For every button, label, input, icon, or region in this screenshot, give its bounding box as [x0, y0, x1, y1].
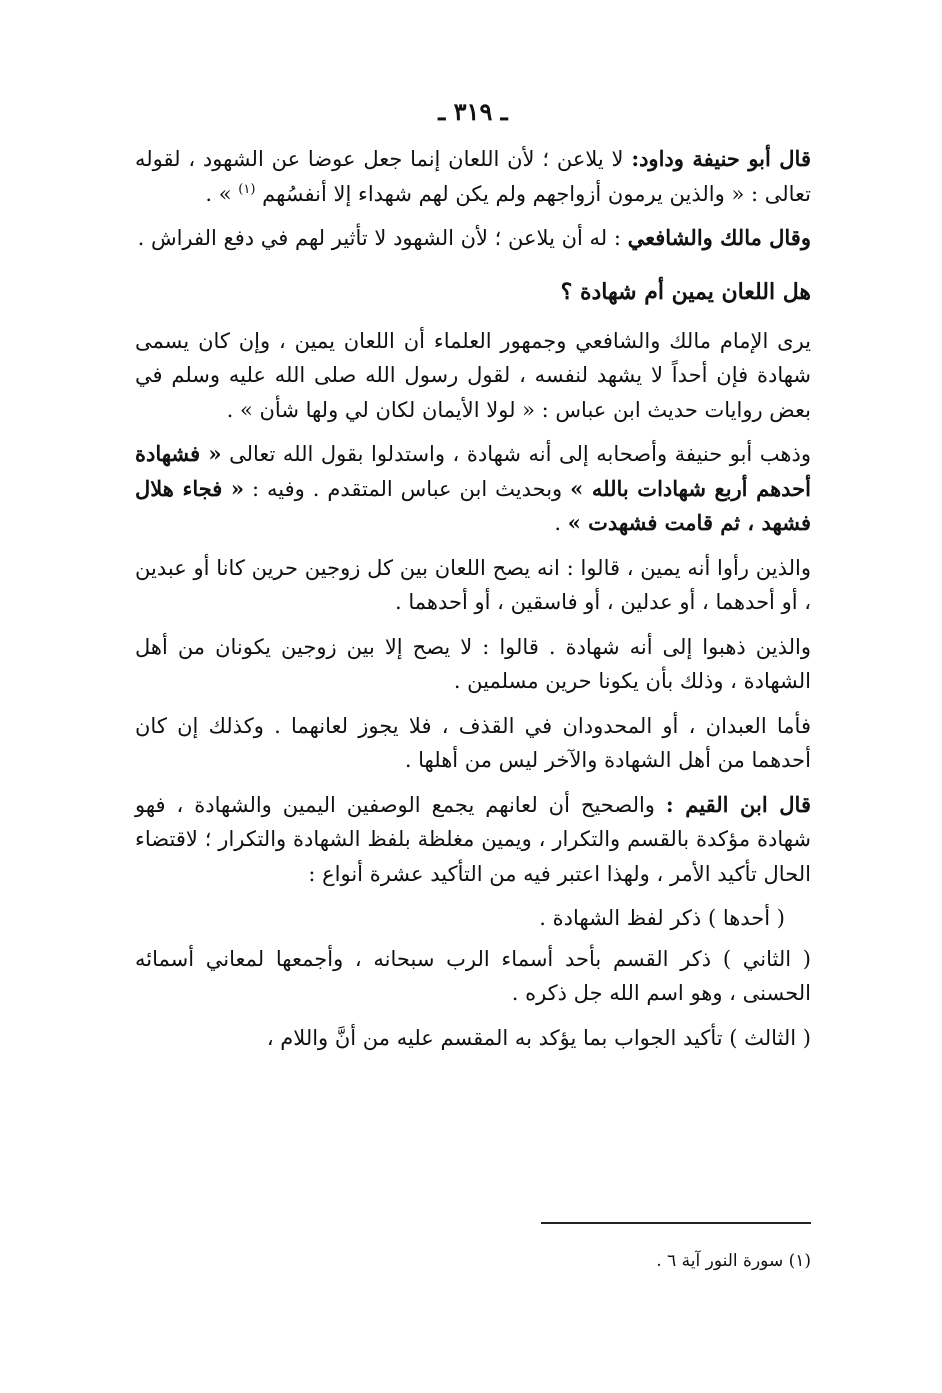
- paragraph-lead: قال ابن القيم :: [665, 791, 811, 817]
- paragraph-text: والصحيح أن لعانهم يجمع الوصفين اليمين والشهادة ، فهو شهادة مؤكدة بالقسم والتكرار ، ويمين مغلظة بلفظ الشهادة والتكرار ؛ لاقتضاء الحال تأكيد الأمر ، ولهذا اعتبر فيه من التأكيد عشرة أنواع :: [135, 792, 811, 886]
- paragraph-yamin-view: والذين رأوا أنه يمين ، قالوا : انه يصح اللعان بين كل زوجين حرين كانا أو عبدين ، أو أحدهما ، أو عدلين ، أو فاسقين ، أو أحدهما .: [135, 555, 811, 614]
- paragraph-imam-malik: يرى الإمام مالك والشافعي وجمهور العلماء أن اللعان يمين ، وإن كان يسمى شهادة فإن أحداً لا يشهد لنفسه ، لقول رسول الله صلى الله عليه وسلم في بعض روايات حديث ابن عباس : « لولا الأيمان لكان لي ولها شأن » .: [135, 328, 811, 422]
- paragraph-abu-hanifa: [135, 142, 811, 211]
- quran-quote: « فشهادة أحدهم أربع شهادات بالله »: [135, 441, 811, 501]
- page-body: [135, 90, 811, 1340]
- footnote-reference: (١): [238, 181, 256, 197]
- paragraph-text-end: » .: [205, 181, 239, 206]
- paragraph-abu-hanifa-shahada: [135, 437, 811, 541]
- paragraph-text: : له أن يلاعن ؛ لأن الشهود لا تأثير لهم في دفع الفراش .: [137, 226, 628, 250]
- paragraph-text: لا يلاعن ؛ لأن اللعان إنما جعل عوضا عن الشهود ، لقوله تعالى : « والذين يرمون أزواجهم ولم يكن لهم شهداء إلا أنفسُهم: [135, 147, 811, 206]
- paragraph-slaves: فأما العبدان ، أو المحدودان في القذف ، فلا يجوز لعانهما . وكذلك إن كان أحدهما من أهل الشهادة والآخر ليس من أهلها .: [135, 713, 811, 772]
- paragraph-shahada-view: والذين ذهبوا إلى أنه شهادة . قالوا : لا يصح إلا بين زوجين يكونان من أهل الشهادة ، وذلك بأن يكونا حرين مسلمين .: [135, 634, 811, 693]
- paragraph-malik-shafii: [135, 221, 811, 256]
- paragraph-text-end: .: [554, 511, 568, 535]
- hadith-quote: « فجاء هلال فشهد ، ثم قامت فشهدت »: [135, 475, 811, 535]
- page-number: ـ ٣١٩ ـ: [438, 97, 508, 126]
- paragraph-text: وذهب أبو حنيفة وأصحابه إلى أنه شهادة ، واستدلوا بقول الله تعالى: [221, 442, 811, 466]
- footnote-divider: [541, 1222, 811, 1224]
- list-item-first: ( أحدها ) ذكر لفظ الشهادة .: [539, 906, 785, 930]
- paragraph-ibn-qayyim: [135, 788, 811, 892]
- section-heading: هل اللعان يمين أم شهادة ؟: [560, 278, 811, 305]
- paragraph-text-mid: وبحديث ابن عباس المتقدم . وفيه :: [244, 476, 571, 501]
- list-item-second: ( الثاني ) ذكر القسم بأحد أسماء الرب سبحانه ، وأجمعها لمعاني أسمائه الحسنى ، وهو اسم الله جل ذكره .: [135, 946, 811, 1005]
- paragraph-lead: وقال مالك والشافعي: [627, 225, 811, 250]
- footnote: (١) سورة النور آية ٦ .: [656, 1251, 811, 1271]
- list-item-third: ( الثالث ) تأكيد الجواب بما يؤكد به المقسم عليه من أنَّ واللام ،: [266, 1025, 811, 1050]
- paragraph-lead: قال أبو حنيفة وداود:: [631, 146, 811, 171]
